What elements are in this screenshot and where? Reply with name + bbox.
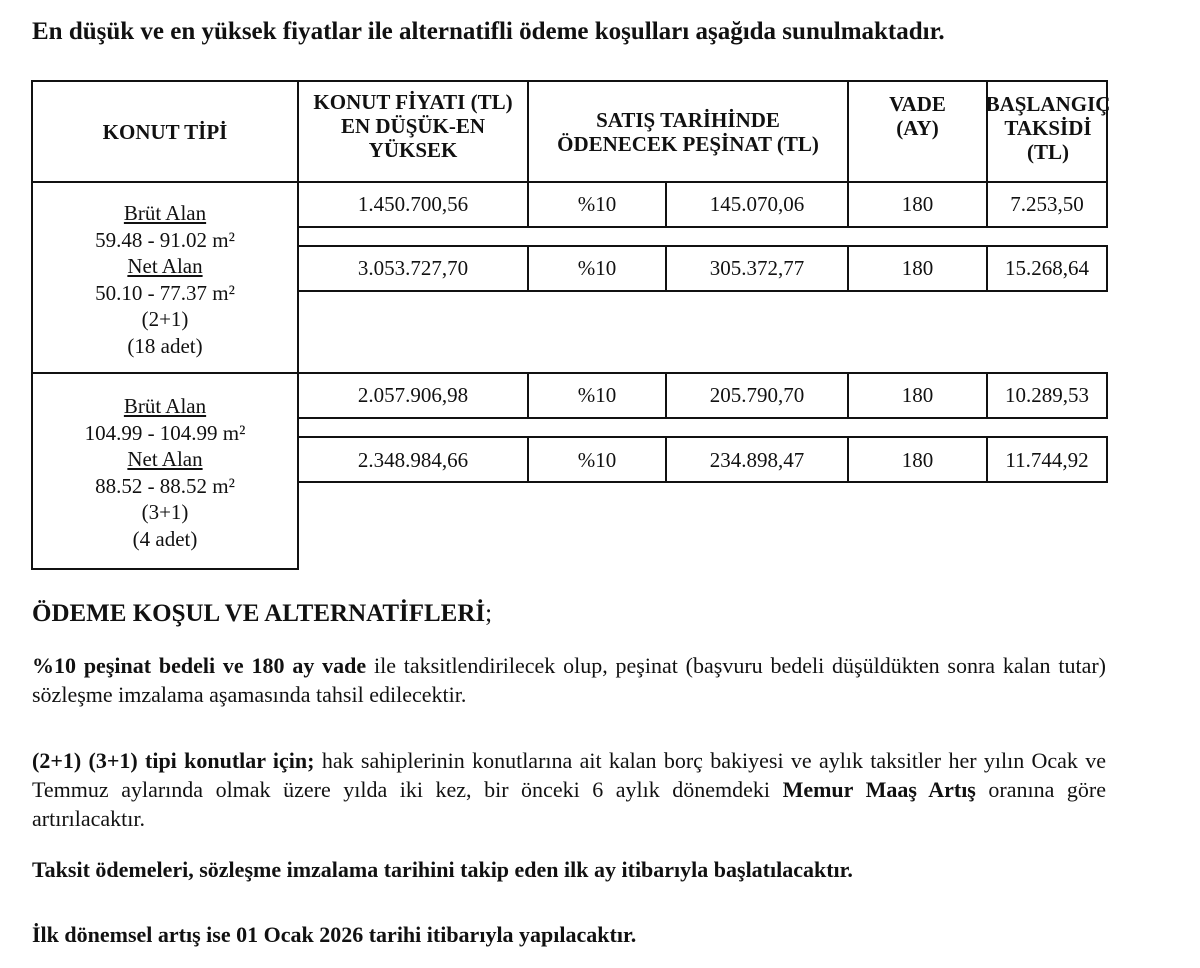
- percent-cell: %10: [577, 256, 617, 280]
- net-alan-value: 88.52 - 88.52 m²: [95, 473, 235, 498]
- term-cell: 180: [901, 256, 934, 280]
- net-alan-label: Net Alan: [127, 254, 203, 278]
- installment-cell: 11.744,92: [1005, 448, 1089, 472]
- net-alan-value: 50.10 - 77.37 m²: [95, 280, 235, 305]
- price-cell: 1.450.700,56: [357, 192, 469, 216]
- down-payment-cell: 205.790,70: [709, 383, 805, 407]
- unit-count: (18 adet): [127, 333, 203, 358]
- down-payment-cell: 234.898,47: [709, 448, 805, 472]
- price-cell: 3.053.727,70: [357, 256, 469, 280]
- term-cell: 180: [901, 192, 934, 216]
- brut-alan-value: 59.48 - 91.02 m²: [95, 227, 235, 252]
- price-cell: 2.348.984,66: [357, 448, 469, 472]
- room-type: (2+1): [141, 307, 189, 331]
- header-pesinat: SATIŞ TARİHİNDE ÖDENECEK PEŞİNAT (TL): [557, 107, 819, 156]
- installment-cell: 10.289,53: [1005, 383, 1089, 407]
- page-heading: En düşük ve en yüksek fiyatlar ile alternatifli ödeme koşulları aşağıda sunulmaktadır.: [32, 18, 945, 45]
- brut-alan-label: Brüt Alan: [123, 201, 207, 225]
- down-payment-cell: 305.372,77: [709, 256, 805, 280]
- paragraph-payment-terms: %10 peşinat bedeli ve 180 ay vade ile taksitlendirilecek olup, peşinat (başvuru bedeli düşüldükten sonra kalan tutar) sözleşme imzalama aşamasında tahsil edilecektir.: [32, 653, 1106, 707]
- header-baslangic-taksidi: BAŞLANGIÇ TAKSİDİ (TL): [985, 92, 1111, 164]
- installment-cell: 15.268,64: [1005, 256, 1089, 280]
- header-konut-fiyati: KONUT FİYATI (TL) EN DÜŞÜK-EN YÜKSEK: [313, 90, 513, 162]
- paragraph-installment-start: Taksit ödemeleri, sözleşme imzalama tarihini takip eden ilk ay itibarıyla başlatılacaktır.: [32, 857, 853, 882]
- net-alan-label: Net Alan: [127, 447, 203, 471]
- konut-tipi-info-2: [33, 393, 297, 552]
- percent-cell: %10: [577, 383, 617, 407]
- percent-cell: %10: [577, 448, 617, 472]
- paragraph-first-increase: İlk dönemsel artış ise 01 Ocak 2026 tarihi itibarıyla yapılacaktır.: [32, 922, 637, 947]
- header-vade: VADE (AY): [889, 92, 946, 140]
- brut-alan-label: Brüt Alan: [123, 394, 207, 418]
- unit-count: (4 adet): [132, 526, 198, 551]
- brut-alan-value: 104.99 - 104.99 m²: [84, 420, 246, 445]
- room-type: (3+1): [141, 500, 189, 524]
- price-cell: 2.057.906,98: [357, 383, 469, 407]
- installment-cell: 7.253,50: [1010, 192, 1084, 216]
- konut-tipi-info-1: [33, 200, 297, 359]
- section-title: ÖDEME KOŞUL VE ALTERNATİFLERİ;: [32, 600, 493, 627]
- header-konut-tipi: KONUT TİPİ: [102, 119, 228, 144]
- term-cell: 180: [901, 448, 934, 472]
- paragraph-increase-terms: (2+1) (3+1) tipi konutlar için; hak sahiplerinin konutlarına ait kalan borç bakiyesi ve aylık taksitler her yılın Ocak ve Temmuz aylarında olmak üzere yılda iki kez, bir önceki 6 aylık dönemdeki Memur Maaş Artış oranına göre artırılacaktır.: [32, 748, 1107, 831]
- percent-cell: %10: [577, 192, 617, 216]
- down-payment-cell: 145.070,06: [709, 192, 805, 216]
- term-cell: 180: [901, 383, 934, 407]
